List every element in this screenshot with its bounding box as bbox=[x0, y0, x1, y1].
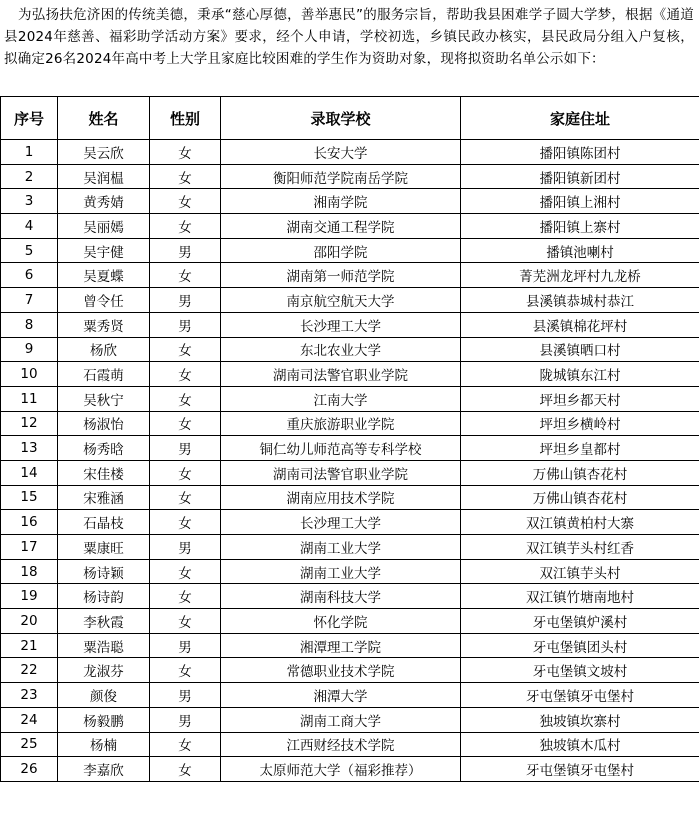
cell-serial-number: 6 bbox=[1, 263, 58, 288]
cell-name: 杨毅鹏 bbox=[58, 707, 150, 732]
cell-serial-number: 23 bbox=[1, 683, 58, 708]
table-row bbox=[1, 238, 699, 263]
cell-admitted-school: 太原师范大学（福彩推荐） bbox=[221, 757, 461, 782]
cell-gender: 男 bbox=[150, 535, 221, 560]
cell-home-address: 双江镇黄柏村大寨 bbox=[461, 510, 699, 535]
cell-admitted-school: 怀化学院 bbox=[221, 609, 461, 634]
table-row bbox=[1, 757, 699, 782]
table-row bbox=[1, 485, 699, 510]
table-header-row bbox=[1, 97, 699, 140]
cell-home-address: 菁芜洲龙坪村九龙桥 bbox=[461, 263, 699, 288]
cell-admitted-school: 湖南应用技术学院 bbox=[221, 485, 461, 510]
table-row bbox=[1, 312, 699, 337]
table-row bbox=[1, 337, 699, 362]
table-row bbox=[1, 732, 699, 757]
cell-name: 粟浩聪 bbox=[58, 633, 150, 658]
table-row bbox=[1, 535, 699, 560]
cell-name: 杨楠 bbox=[58, 732, 150, 757]
cell-serial-number: 4 bbox=[1, 214, 58, 239]
cell-serial-number: 19 bbox=[1, 584, 58, 609]
cell-name: 宋雅涵 bbox=[58, 485, 150, 510]
cell-serial-number: 25 bbox=[1, 732, 58, 757]
cell-admitted-school: 湖南司法警官职业学院 bbox=[221, 362, 461, 387]
cell-admitted-school: 长沙理工大学 bbox=[221, 312, 461, 337]
cell-name: 杨欣 bbox=[58, 337, 150, 362]
cell-name: 李秋霞 bbox=[58, 609, 150, 634]
cell-home-address: 牙屯堡镇炉溪村 bbox=[461, 609, 699, 634]
cell-serial-number: 12 bbox=[1, 411, 58, 436]
cell-serial-number: 10 bbox=[1, 362, 58, 387]
cell-gender: 女 bbox=[150, 510, 221, 535]
cell-gender: 女 bbox=[150, 732, 221, 757]
cell-gender: 女 bbox=[150, 337, 221, 362]
cell-name: 吴夏蝶 bbox=[58, 263, 150, 288]
cell-home-address: 牙屯堡镇牙屯堡村 bbox=[461, 757, 699, 782]
table-row bbox=[1, 362, 699, 387]
cell-name: 曾令任 bbox=[58, 288, 150, 313]
cell-name: 杨诗颖 bbox=[58, 559, 150, 584]
cell-gender: 女 bbox=[150, 411, 221, 436]
cell-name: 吴云欣 bbox=[58, 140, 150, 165]
cell-gender: 女 bbox=[150, 584, 221, 609]
cell-serial-number: 18 bbox=[1, 559, 58, 584]
table-row bbox=[1, 510, 699, 535]
cell-gender: 男 bbox=[150, 633, 221, 658]
cell-serial-number: 8 bbox=[1, 312, 58, 337]
cell-serial-number: 11 bbox=[1, 386, 58, 411]
cell-serial-number: 22 bbox=[1, 658, 58, 683]
cell-name: 杨秀晗 bbox=[58, 436, 150, 461]
cell-home-address: 播阳镇上寨村 bbox=[461, 214, 699, 239]
cell-serial-number: 13 bbox=[1, 436, 58, 461]
cell-admitted-school: 长安大学 bbox=[221, 140, 461, 165]
table-row bbox=[1, 164, 699, 189]
table-row bbox=[1, 683, 699, 708]
cell-home-address: 独坡镇坎寨村 bbox=[461, 707, 699, 732]
cell-admitted-school: 湖南工业大学 bbox=[221, 535, 461, 560]
cell-home-address: 牙屯堡镇文坡村 bbox=[461, 658, 699, 683]
intro-paragraph: 为弘扬扶危济困的传统美德，秉承“慈心厚德，善举惠民”的服务宗旨，帮助我县困难学子圆大学梦，根据《通道县2024年慈善、福彩助学活动方案》要求，经个人申请，学校初选，乡镇民政办核实，县民政局分组入户复核，拟确定26名2024年高中考上大学且家庭比较困难的学生作为资助对象，现将拟资助名单公示如下： bbox=[4, 7, 694, 67]
cell-name: 宋佳楼 bbox=[58, 460, 150, 485]
table-row bbox=[1, 411, 699, 436]
cell-name: 吴丽嫣 bbox=[58, 214, 150, 239]
cell-home-address: 双江镇芋头村红香 bbox=[461, 535, 699, 560]
cell-admitted-school: 铜仁幼儿师范高等专科学校 bbox=[221, 436, 461, 461]
cell-name: 粟秀贤 bbox=[58, 312, 150, 337]
cell-home-address: 坪坦乡横岭村 bbox=[461, 411, 699, 436]
cell-admitted-school: 湘潭理工学院 bbox=[221, 633, 461, 658]
cell-admitted-school: 江南大学 bbox=[221, 386, 461, 411]
table-row bbox=[1, 288, 699, 313]
table-row bbox=[1, 707, 699, 732]
cell-serial-number: 21 bbox=[1, 633, 58, 658]
cell-gender: 男 bbox=[150, 683, 221, 708]
cell-admitted-school: 湖南工业大学 bbox=[221, 559, 461, 584]
cell-name: 颜俊 bbox=[58, 683, 150, 708]
header-name: 姓名 bbox=[58, 97, 150, 140]
cell-gender: 男 bbox=[150, 707, 221, 732]
cell-admitted-school: 衡阳师范学院南岳学院 bbox=[221, 164, 461, 189]
cell-admitted-school: 湘南学院 bbox=[221, 189, 461, 214]
header-home-address: 家庭住址 bbox=[461, 97, 699, 140]
cell-serial-number: 15 bbox=[1, 485, 58, 510]
table-row bbox=[1, 658, 699, 683]
header-serial-number: 序号 bbox=[1, 97, 58, 140]
recipient-table bbox=[0, 96, 699, 782]
cell-admitted-school: 江西财经技术学院 bbox=[221, 732, 461, 757]
cell-admitted-school: 湖南司法警官职业学院 bbox=[221, 460, 461, 485]
cell-name: 石霞萌 bbox=[58, 362, 150, 387]
cell-gender: 女 bbox=[150, 460, 221, 485]
cell-serial-number: 20 bbox=[1, 609, 58, 634]
cell-home-address: 陇城镇东江村 bbox=[461, 362, 699, 387]
cell-serial-number: 1 bbox=[1, 140, 58, 165]
cell-home-address: 双江镇竹塘南地村 bbox=[461, 584, 699, 609]
cell-home-address: 播阳镇新团村 bbox=[461, 164, 699, 189]
cell-admitted-school: 南京航空航天大学 bbox=[221, 288, 461, 313]
cell-admitted-school: 湖南科技大学 bbox=[221, 584, 461, 609]
cell-serial-number: 16 bbox=[1, 510, 58, 535]
table-row bbox=[1, 460, 699, 485]
table-row bbox=[1, 140, 699, 165]
cell-home-address: 万佛山镇杏花村 bbox=[461, 485, 699, 510]
cell-home-address: 播阳镇陈团村 bbox=[461, 140, 699, 165]
cell-home-address: 县溪镇棉花坪村 bbox=[461, 312, 699, 337]
cell-home-address: 播阳镇上湘村 bbox=[461, 189, 699, 214]
table-row bbox=[1, 609, 699, 634]
cell-name: 龙淑芬 bbox=[58, 658, 150, 683]
cell-gender: 女 bbox=[150, 485, 221, 510]
cell-gender: 女 bbox=[150, 362, 221, 387]
cell-name: 石晶枝 bbox=[58, 510, 150, 535]
cell-name: 李嘉欣 bbox=[58, 757, 150, 782]
cell-gender: 女 bbox=[150, 164, 221, 189]
table-body bbox=[1, 140, 699, 782]
cell-name: 杨淑怡 bbox=[58, 411, 150, 436]
table-row bbox=[1, 263, 699, 288]
cell-home-address: 坪坦乡都天村 bbox=[461, 386, 699, 411]
cell-admitted-school: 常德职业技术学院 bbox=[221, 658, 461, 683]
cell-serial-number: 3 bbox=[1, 189, 58, 214]
cell-admitted-school: 湖南第一师范学院 bbox=[221, 263, 461, 288]
cell-gender: 女 bbox=[150, 386, 221, 411]
cell-name: 吴润榅 bbox=[58, 164, 150, 189]
cell-home-address: 县溪镇晒口村 bbox=[461, 337, 699, 362]
cell-serial-number: 26 bbox=[1, 757, 58, 782]
cell-admitted-school: 长沙理工大学 bbox=[221, 510, 461, 535]
cell-serial-number: 24 bbox=[1, 707, 58, 732]
cell-gender: 女 bbox=[150, 609, 221, 634]
cell-home-address: 牙屯堡镇团头村 bbox=[461, 633, 699, 658]
cell-name: 黄秀婧 bbox=[58, 189, 150, 214]
cell-admitted-school: 重庆旅游职业学院 bbox=[221, 411, 461, 436]
cell-home-address: 县溪镇恭城村恭江 bbox=[461, 288, 699, 313]
cell-gender: 女 bbox=[150, 658, 221, 683]
cell-name: 粟康旺 bbox=[58, 535, 150, 560]
cell-home-address: 坪坦乡皇都村 bbox=[461, 436, 699, 461]
cell-gender: 女 bbox=[150, 189, 221, 214]
cell-home-address: 独坡镇木瓜村 bbox=[461, 732, 699, 757]
cell-gender: 女 bbox=[150, 140, 221, 165]
cell-serial-number: 2 bbox=[1, 164, 58, 189]
cell-gender: 女 bbox=[150, 559, 221, 584]
cell-serial-number: 9 bbox=[1, 337, 58, 362]
cell-home-address: 牙屯堡镇牙屯堡村 bbox=[461, 683, 699, 708]
cell-gender: 男 bbox=[150, 238, 221, 263]
table-row bbox=[1, 559, 699, 584]
table-row bbox=[1, 386, 699, 411]
cell-home-address: 万佛山镇杏花村 bbox=[461, 460, 699, 485]
table-row bbox=[1, 214, 699, 239]
header-admitted-school: 录取学校 bbox=[221, 97, 461, 140]
cell-admitted-school: 湘潭大学 bbox=[221, 683, 461, 708]
table-row bbox=[1, 633, 699, 658]
cell-gender: 女 bbox=[150, 214, 221, 239]
cell-serial-number: 5 bbox=[1, 238, 58, 263]
table-row bbox=[1, 436, 699, 461]
table-row bbox=[1, 584, 699, 609]
cell-serial-number: 17 bbox=[1, 535, 58, 560]
cell-gender: 男 bbox=[150, 436, 221, 461]
cell-name: 吴宇健 bbox=[58, 238, 150, 263]
header-gender: 性别 bbox=[150, 97, 221, 140]
cell-home-address: 双江镇芋头村 bbox=[461, 559, 699, 584]
table-row bbox=[1, 189, 699, 214]
cell-admitted-school: 湖南交通工程学院 bbox=[221, 214, 461, 239]
cell-home-address: 播镇池喇村 bbox=[461, 238, 699, 263]
cell-admitted-school: 东北农业大学 bbox=[221, 337, 461, 362]
cell-admitted-school: 湖南工商大学 bbox=[221, 707, 461, 732]
cell-admitted-school: 邵阳学院 bbox=[221, 238, 461, 263]
cell-gender: 男 bbox=[150, 312, 221, 337]
cell-name: 吴秋宁 bbox=[58, 386, 150, 411]
cell-gender: 女 bbox=[150, 263, 221, 288]
cell-gender: 男 bbox=[150, 288, 221, 313]
cell-gender: 女 bbox=[150, 757, 221, 782]
cell-name: 杨诗韵 bbox=[58, 584, 150, 609]
cell-serial-number: 14 bbox=[1, 460, 58, 485]
cell-serial-number: 7 bbox=[1, 288, 58, 313]
